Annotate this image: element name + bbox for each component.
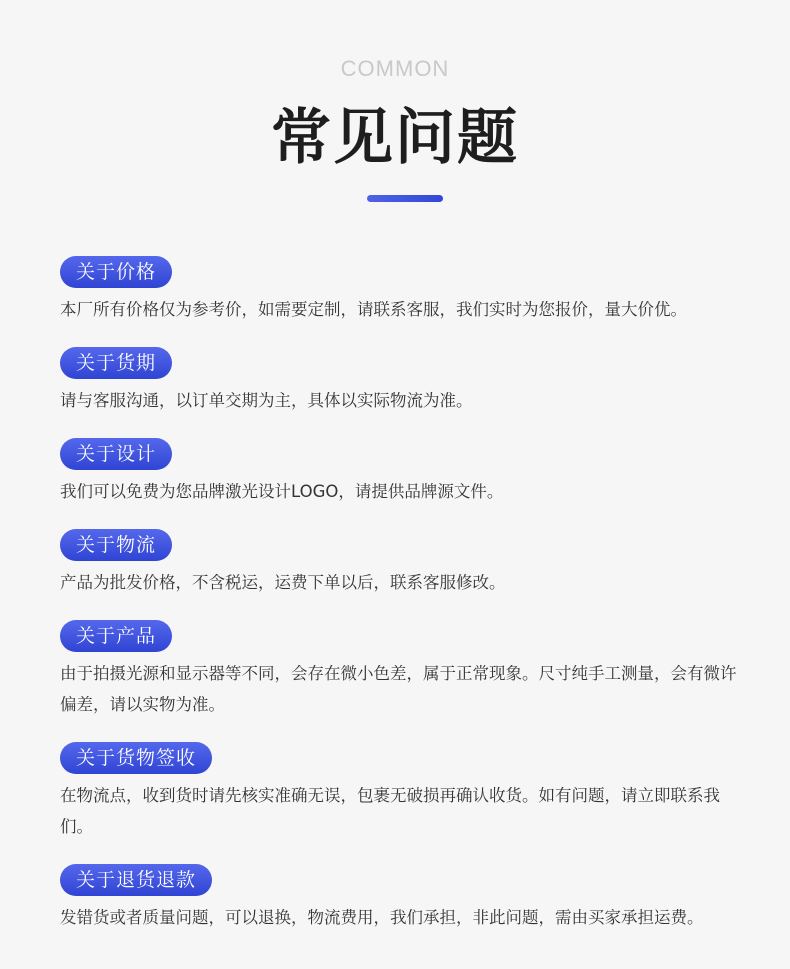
faq-item-receipt xyxy=(60,742,750,842)
faq-question-tag: 关于设计 xyxy=(60,438,172,470)
title-underline-divider xyxy=(367,195,443,202)
faq-answer: 在物流点，收到货时请先核实准确无误，包裹无破损再确认收货。如有问题，请立即联系我们。 xyxy=(60,786,720,836)
faq-item-price xyxy=(60,256,750,325)
faq-answer: 由于拍摄光源和显示器等不同，会存在微小色差，属于正常现象。尺寸纯手工测量，会有微许偏差，请以实物为准。 xyxy=(60,664,737,714)
faq-answer: 我们可以免费为您品牌激光设计LOGO，请提供品牌源文件。 xyxy=(60,482,504,501)
faq-question-tag: 关于价格 xyxy=(60,256,172,288)
page-title: 常见问题 xyxy=(271,103,519,173)
faq-question-tag: 关于货期 xyxy=(60,347,172,379)
faq-question-tag: 关于退货退款 xyxy=(60,864,212,896)
faq-item-delivery-time xyxy=(60,347,750,416)
faq-item-product xyxy=(60,620,750,720)
faq-question-tag: 关于产品 xyxy=(60,620,172,652)
faq-item-logistics xyxy=(60,529,750,598)
faq-answer: 发错货或者质量问题，可以退换，物流费用，我们承担，非此问题，需由买家承担运费。 xyxy=(60,908,704,927)
faq-item-refund xyxy=(60,864,750,933)
faq-question-tag: 关于货物签收 xyxy=(60,742,212,774)
faq-item-design xyxy=(60,438,750,507)
faq-answer: 请与客服沟通，以订单交期为主，具体以实际物流为准。 xyxy=(60,391,473,410)
section-eyebrow: COMMON xyxy=(340,56,450,81)
faq-answer: 产品为批发价格，不含税运，运费下单以后，联系客服修改。 xyxy=(60,573,506,592)
faq-question-tag: 关于物流 xyxy=(60,529,172,561)
faq-answer: 本厂所有价格仅为参考价，如需要定制，请联系客服，我们实时为您报价，量大价优。 xyxy=(60,300,687,319)
